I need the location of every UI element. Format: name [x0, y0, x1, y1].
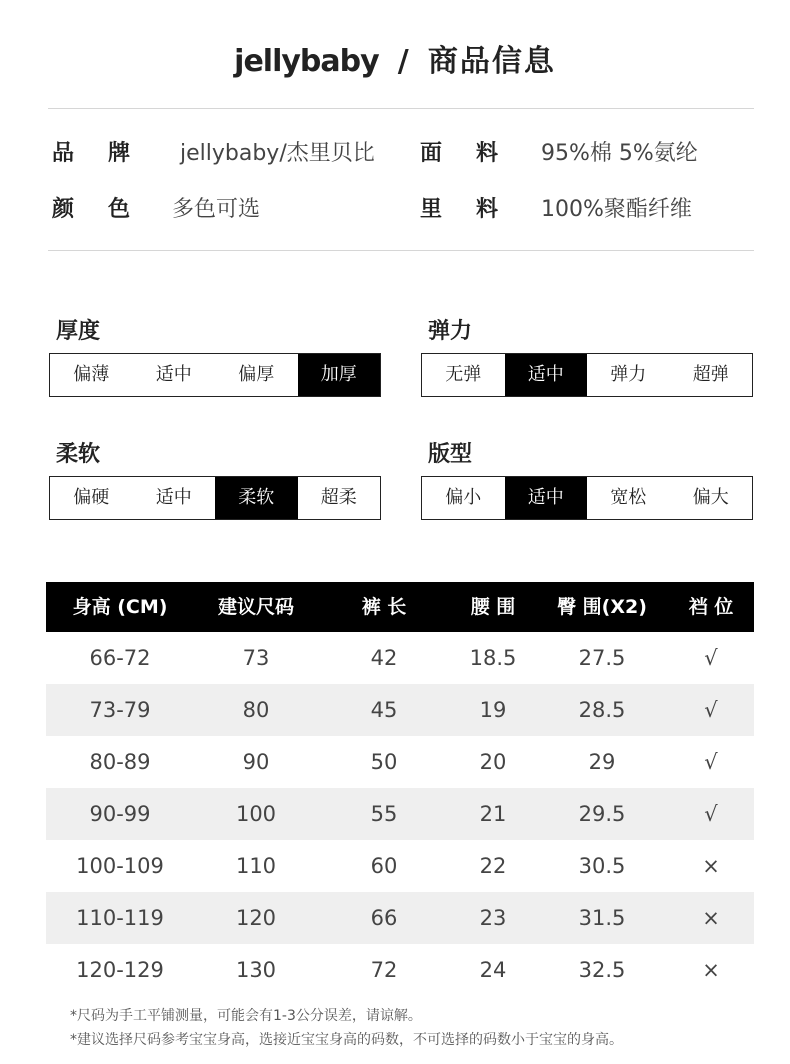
- cell-hip: 28.5: [578, 698, 626, 722]
- color-label: 颜色: [52, 197, 165, 222]
- title-separator: /: [397, 44, 409, 79]
- size-table-body: [46, 632, 754, 996]
- cell-hip: 29: [588, 750, 616, 774]
- cell-hip: 31.5: [578, 906, 626, 930]
- cell-size: 90: [242, 750, 270, 774]
- fit-option: 适中: [505, 477, 588, 519]
- table-row: [46, 684, 754, 736]
- info-row-1: [52, 134, 752, 174]
- cell-waist: 19: [479, 698, 507, 722]
- note-measurement: *尺码为手工平铺测量，可能会有1-3公分误差，请谅解。: [70, 1008, 422, 1024]
- brand-label: 品牌: [52, 141, 165, 166]
- cell-hip: 29.5: [578, 802, 626, 826]
- cell-crotch: √: [704, 698, 718, 722]
- cell-crotch: ×: [702, 854, 720, 878]
- thickness-option: 偏薄: [73, 364, 110, 385]
- header-size: 建议尺码: [217, 596, 294, 618]
- cell-waist: 21: [479, 802, 507, 826]
- cell-height: 100-109: [76, 854, 164, 878]
- softness-option: 超柔: [320, 487, 357, 508]
- cell-pants-length: 66: [370, 906, 398, 930]
- thickness-title: 厚度: [56, 319, 101, 344]
- table-row: [46, 788, 754, 840]
- cell-size: 100: [235, 802, 277, 826]
- softness-option: 适中: [155, 487, 192, 508]
- table-row: [46, 944, 754, 996]
- cell-crotch: √: [704, 646, 718, 670]
- softness-scale: [49, 476, 381, 520]
- thickness-option: 适中: [155, 364, 192, 385]
- fit-title: 版型: [428, 442, 473, 467]
- elasticity-scale: [421, 353, 753, 397]
- cell-size: 110: [235, 854, 277, 878]
- header-pants-length: 裤 长: [361, 596, 407, 618]
- cell-waist: 18.5: [469, 646, 517, 670]
- cell-hip: 32.5: [578, 958, 626, 982]
- softness-title: 柔软: [56, 442, 101, 467]
- cell-height: 80-89: [89, 750, 151, 774]
- cell-height: 73-79: [89, 698, 151, 722]
- fit-scale: [421, 476, 753, 520]
- thickness-option: 偏厚: [238, 364, 275, 385]
- page-title: 商品信息: [427, 44, 556, 79]
- cell-waist: 23: [479, 906, 507, 930]
- cell-pants-length: 55: [370, 802, 398, 826]
- cell-height: 120-129: [76, 958, 164, 982]
- elasticity-option: 弹力: [610, 364, 647, 385]
- cell-hip: 30.5: [578, 854, 626, 878]
- lining-label: 里料: [420, 197, 533, 222]
- cell-waist: 22: [479, 854, 507, 878]
- cell-crotch: ×: [702, 958, 720, 982]
- thickness-scale: [49, 353, 381, 397]
- size-table: [46, 582, 754, 996]
- cell-pants-length: 50: [370, 750, 398, 774]
- color-value: 多色可选: [172, 197, 261, 222]
- header-crotch: 裆 位: [688, 596, 734, 618]
- header-waist: 腰 围: [470, 596, 516, 618]
- cell-pants-length: 42: [370, 646, 398, 670]
- cell-crotch: √: [704, 802, 718, 826]
- cell-waist: 24: [479, 958, 507, 982]
- cell-size: 130: [235, 958, 277, 982]
- note-size-advice: *建议选择尺码参考宝宝身高，选接近宝宝身高的码数，不可选择的码数小于宝宝的身高。: [70, 1032, 623, 1048]
- page-header: [0, 36, 790, 80]
- fit-option: 宽松: [610, 487, 647, 508]
- softness-option: 柔软: [215, 477, 298, 519]
- thickness-option: 加厚: [298, 354, 381, 396]
- brand-logo: jellybaby: [234, 44, 379, 79]
- cell-waist: 20: [479, 750, 507, 774]
- elasticity-option: 无弹: [445, 364, 482, 385]
- cell-hip: 27.5: [578, 646, 626, 670]
- cell-size: 120: [235, 906, 277, 930]
- info-row-2: [52, 190, 752, 230]
- table-row: [46, 736, 754, 788]
- cell-size: 73: [242, 646, 270, 670]
- cell-height: 66-72: [89, 646, 151, 670]
- cell-size: 80: [242, 698, 270, 722]
- cell-crotch: ×: [702, 906, 720, 930]
- table-row: [46, 632, 754, 684]
- brand-value: jellybaby/杰里贝比: [180, 141, 375, 166]
- elasticity-title: 弹力: [428, 319, 473, 344]
- elasticity-option: 适中: [505, 354, 588, 396]
- fabric-value: 95%棉 5%氨纶: [541, 141, 698, 166]
- notes: [70, 1004, 770, 1052]
- elasticity-option: 超弹: [692, 364, 729, 385]
- fabric-label: 面料: [420, 141, 533, 166]
- fit-option: 偏小: [445, 487, 482, 508]
- divider-top: [48, 108, 754, 109]
- fit-option: 偏大: [692, 487, 729, 508]
- header-hip: 臀 围(X2): [557, 596, 647, 618]
- cell-height: 110-119: [76, 906, 164, 930]
- divider-bottom: [48, 250, 754, 251]
- softness-option: 偏硬: [73, 487, 110, 508]
- lining-value: 100%聚酯纤维: [541, 197, 692, 222]
- table-row: [46, 840, 754, 892]
- cell-height: 90-99: [89, 802, 151, 826]
- cell-crotch: √: [704, 750, 718, 774]
- header-height: 身高 (CM): [72, 596, 168, 618]
- cell-pants-length: 45: [370, 698, 398, 722]
- table-row: [46, 892, 754, 944]
- size-table-header: [46, 582, 754, 632]
- cell-pants-length: 72: [370, 958, 398, 982]
- cell-pants-length: 60: [370, 854, 398, 878]
